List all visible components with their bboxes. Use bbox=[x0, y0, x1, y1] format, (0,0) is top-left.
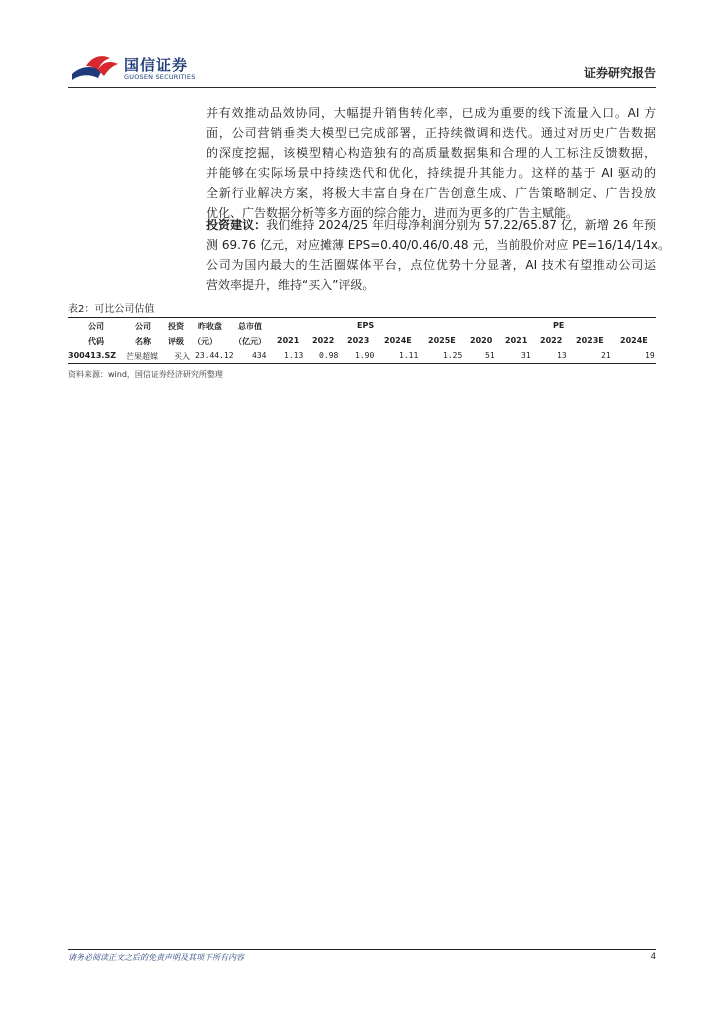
row-name: 芒果超媒 bbox=[126, 352, 158, 361]
row-eps: 1.13 bbox=[284, 351, 304, 360]
paragraph-text: 我们维持 2024/25 年归母净利润分别为 57.22/65.87 亿，新增 26 年预 bbox=[266, 218, 656, 232]
header-eps-year: 2025E bbox=[428, 336, 456, 345]
footer-disclaimer: 请务必阅读正文之后的免责声明及其项下所有内容 bbox=[68, 953, 244, 962]
row-pe: 19 bbox=[645, 351, 655, 360]
row-close: 23.44.12 bbox=[195, 351, 234, 360]
header-pe-year: 2024E bbox=[620, 336, 648, 345]
header-pe-year: 2020 bbox=[470, 336, 493, 345]
header-name: 公司 bbox=[135, 322, 151, 331]
row-rating: 买入 bbox=[174, 352, 190, 361]
header-rating: 投资 bbox=[168, 322, 184, 331]
row-eps: 1.25 bbox=[443, 351, 463, 360]
paragraph-line: 的深度挖掘，该模型精心构造独有的高质量数据集和合理的人工标注反馈数据， bbox=[206, 146, 656, 160]
header-pe-year: 2021 bbox=[505, 336, 528, 345]
row-code: 300413.SZ bbox=[68, 351, 116, 360]
paragraph-line: 全新行业解决方案，将极大丰富自身在广告创意生成、广告策略制定、广告投放 bbox=[206, 186, 656, 200]
paragraph-line bbox=[206, 215, 656, 235]
paragraph-line: 并有效推动品效协同，大幅提升销售转化率，已成为重要的线下流量入口。AI 方 bbox=[206, 106, 656, 120]
header-mcap: 总市值 bbox=[238, 322, 262, 331]
header-code-sub: 代码 bbox=[88, 337, 104, 346]
page-number: 4 bbox=[650, 952, 656, 962]
header-eps-year: 2022 bbox=[312, 336, 335, 345]
page-header bbox=[68, 52, 656, 86]
guosen-logo bbox=[68, 52, 228, 86]
paragraph-line: 优化、广告数据分析等多方面的综合能力，进而为更多的广告主赋能。 bbox=[206, 206, 579, 220]
header-divider bbox=[68, 87, 656, 88]
table-title: 表2：可比公司估值 bbox=[68, 304, 155, 315]
row-eps: 1.90 bbox=[355, 351, 375, 360]
header-rating-sub: 评级 bbox=[168, 337, 184, 346]
paragraph-line: 营效率提升，维持“买入”评级。 bbox=[206, 278, 375, 292]
table-bottom-rule bbox=[68, 363, 656, 364]
brand-name-cn: 国信证券 bbox=[124, 56, 189, 74]
row-eps: 1.11 bbox=[399, 351, 419, 360]
header-pe-year: 2023E bbox=[576, 336, 604, 345]
header-pe-group: PE bbox=[553, 321, 565, 330]
row-pe: 21 bbox=[601, 351, 611, 360]
table-source-note: 资料来源：wind，国信证券经济研究所整理 bbox=[68, 370, 223, 379]
investment-advice-label: 投资建议： bbox=[206, 218, 267, 232]
footer-divider bbox=[68, 949, 656, 950]
header-eps-group: EPS bbox=[357, 321, 375, 330]
brand-name-en: GUOSEN SECURITIES bbox=[124, 73, 196, 81]
header-close: 昨收盘 bbox=[198, 322, 222, 331]
header-code: 公司 bbox=[88, 322, 104, 331]
row-eps: 0.98 bbox=[319, 351, 339, 360]
row-pe: 51 bbox=[485, 351, 495, 360]
report-type-label: 证券研究报告 bbox=[583, 66, 656, 80]
paragraph-line: 并能够在实际场景中持续迭代和优化，持续提升其能力。这样的基于 AI 驱动的 bbox=[206, 166, 656, 180]
header-close-sub: （元） bbox=[193, 337, 217, 346]
header-eps-year: 2023 bbox=[347, 336, 370, 345]
header-pe-year: 2022 bbox=[540, 336, 563, 345]
paragraph-line: 公司为国内最大的生活圈媒体平台，点位优势十分显著，AI 技术有望推动公司运 bbox=[206, 258, 656, 272]
row-mcap: 434 bbox=[252, 351, 267, 360]
body-paragraph-1 bbox=[206, 103, 656, 223]
investment-advice-paragraph bbox=[206, 215, 671, 295]
header-eps-year: 2021 bbox=[277, 336, 300, 345]
paragraph-line: 面，公司营销垂类大模型已完成部署，正持续微调和迭代。通过对历史广告数据 bbox=[206, 126, 656, 140]
guosen-logo-mark-icon bbox=[68, 52, 120, 86]
header-name-sub: 名称 bbox=[135, 337, 151, 346]
header-mcap-sub: （亿元） bbox=[234, 337, 266, 346]
table-top-rule bbox=[68, 317, 656, 318]
paragraph-line: 测 69.76 亿元，对应摊薄 EPS=0.40/0.46/0.48 元，当前股价对应 PE=16/14/14x。 bbox=[206, 238, 671, 252]
row-pe: 13 bbox=[557, 351, 567, 360]
row-pe: 31 bbox=[521, 351, 531, 360]
header-eps-year: 2024E bbox=[384, 336, 412, 345]
